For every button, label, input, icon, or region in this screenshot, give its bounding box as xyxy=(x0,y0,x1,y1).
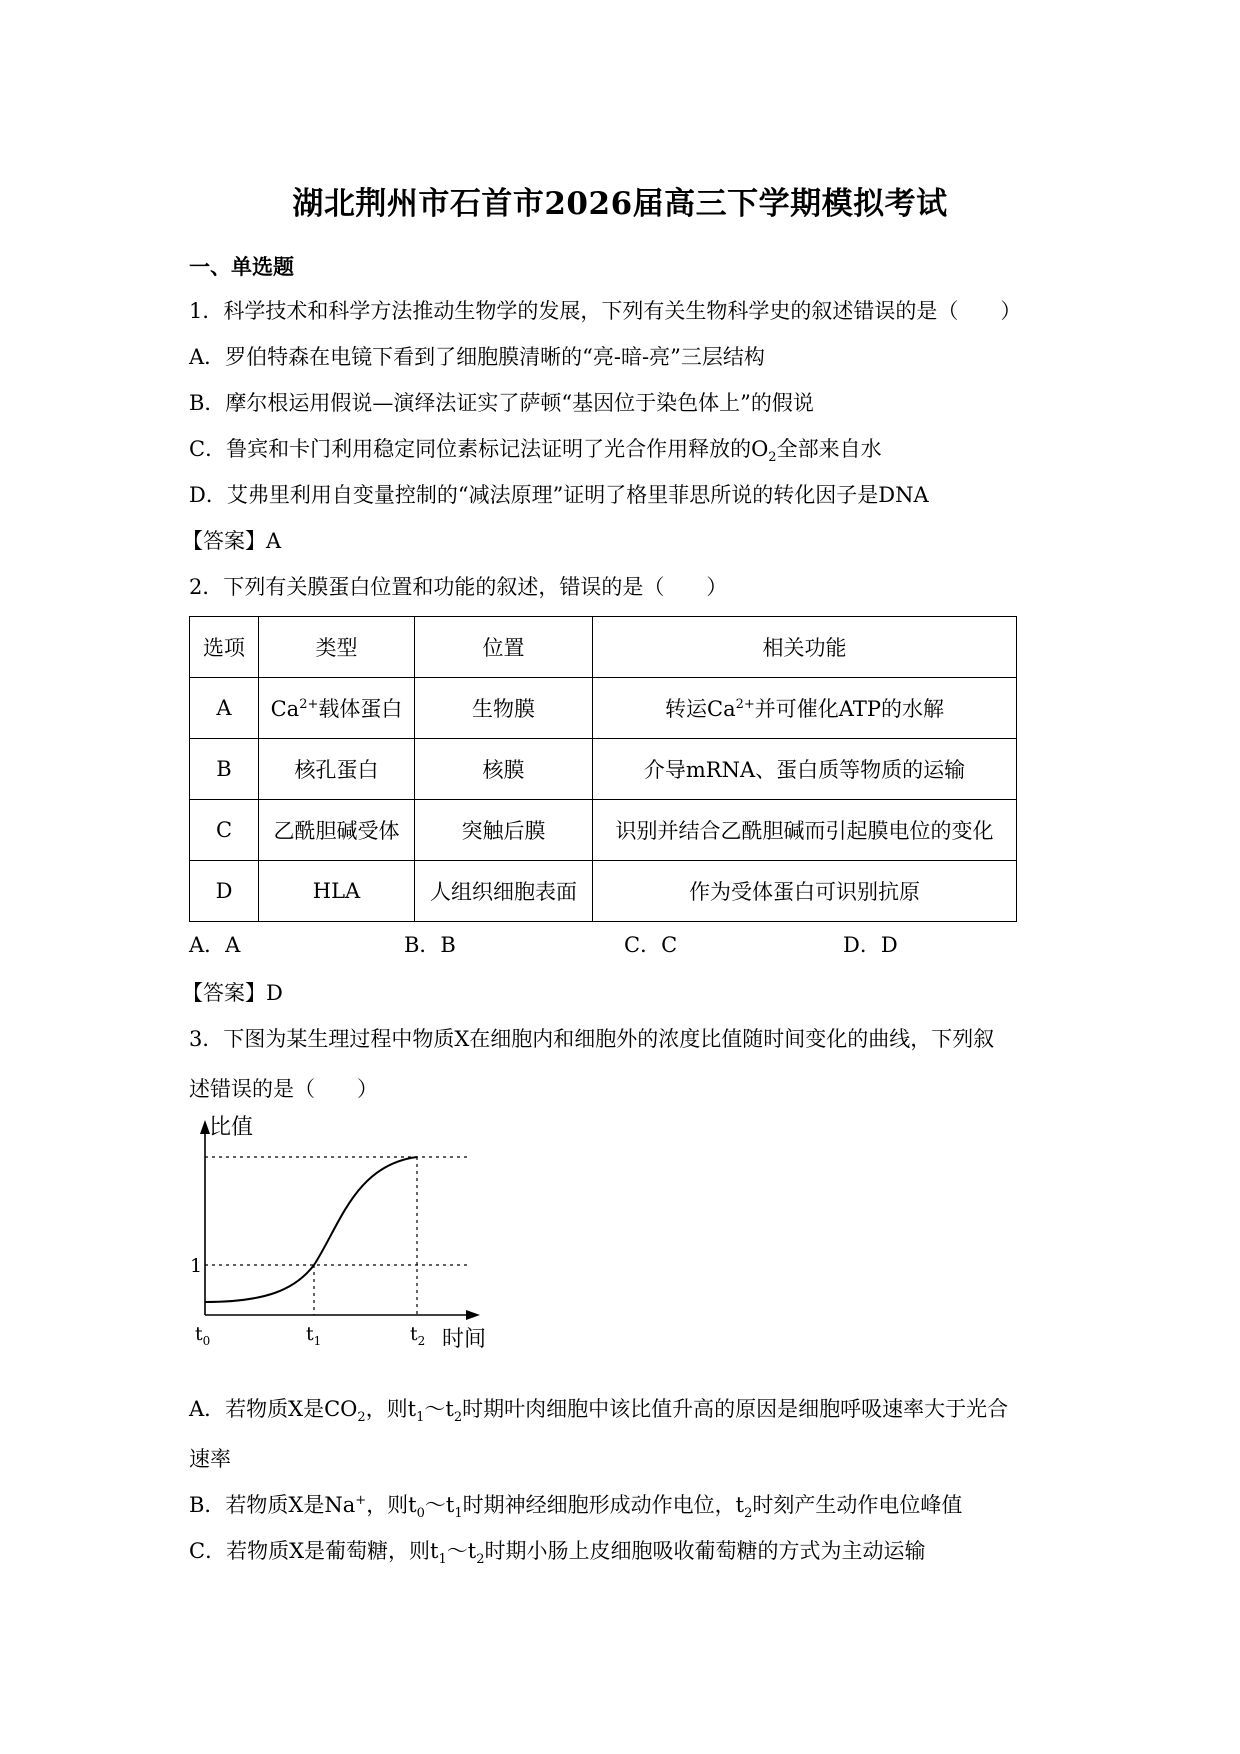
x-tick-t2: $t_2$ xyxy=(410,1323,426,1348)
q1-stem: 1．科学技术和科学方法推动生物学的发展，下列有关生物科学史的叙述错误的是（ ） xyxy=(189,299,1022,323)
page-title: 湖北荆州市石首市2026届高三下学期模拟考试 xyxy=(292,186,948,222)
q2-option-b: B．B xyxy=(404,933,456,957)
y-axis-label: 比值 xyxy=(209,1115,254,1140)
header-type: 类型 xyxy=(259,617,415,678)
q2-option-a: A．A xyxy=(189,933,241,957)
q3-option-c: C．若物质X是葡萄糖，则$t_1\sim t_2$时期小肠上皮细胞吸收葡萄糖的方式为主动运输 xyxy=(189,1539,926,1568)
q1-answer: 【答案】A xyxy=(182,529,282,553)
row-c-position: 突触后膜 xyxy=(415,800,593,861)
q1-option-d: D．艾弗里利用自变量控制的“减法原理”证明了格里菲思所说的转化因子是DNA xyxy=(189,483,929,507)
table-row xyxy=(190,800,1017,861)
header-option: 选项 xyxy=(190,617,259,678)
row-c-option: C xyxy=(190,800,259,861)
row-b-option: B xyxy=(190,739,259,800)
q3-stem-line1: 3．下图为某生理过程中物质X在细胞内和细胞外的浓度比值随时间变化的曲线，下列叙 xyxy=(189,1027,995,1051)
y-tick-one: 1 xyxy=(190,1255,203,1277)
table-row xyxy=(190,678,1017,739)
q1-option-c xyxy=(189,434,882,464)
row-d-option: D xyxy=(190,861,259,922)
row-d-position: 人组织细胞表面 xyxy=(415,861,593,922)
header-position: 位置 xyxy=(415,617,593,678)
table-header-row xyxy=(190,617,1017,678)
q3-stem-line2: 述错误的是（ ） xyxy=(189,1077,378,1101)
x-axis-label: 时间 xyxy=(442,1327,487,1350)
row-d-function: 作为受体蛋白可识别抗原 xyxy=(593,861,1017,922)
q1-c-subscript: 2 xyxy=(768,450,777,466)
row-a-position: 生物膜 xyxy=(415,678,593,739)
q2-table xyxy=(189,616,1017,922)
row-b-function: 介导mRNA、蛋白质等物质的运输 xyxy=(593,739,1017,800)
row-a-option: A xyxy=(190,678,259,739)
row-c-type: 乙酰胆碱受体 xyxy=(259,800,415,861)
q1-c-text-end: 全部来自水 xyxy=(776,437,882,461)
q1-option-b: B．摩尔根运用假说—演绎法证实了萨顿“基因位于染色体上”的假说 xyxy=(189,391,814,415)
row-b-type: 核孔蛋白 xyxy=(259,739,415,800)
q2-stem: 2．下列有关膜蛋白位置和功能的叙述，错误的是（ ） xyxy=(189,575,728,599)
section-heading: 一、单选题 xyxy=(189,254,294,279)
q3-option-a-line2: 速率 xyxy=(189,1447,231,1471)
row-d-type: HLA xyxy=(259,861,415,922)
row-a-type: $Ca^{2+}$载体蛋白 xyxy=(259,678,415,739)
header-function: 相关功能 xyxy=(593,617,1017,678)
q1-option-a: A．罗伯特森在电镜下看到了细胞膜清晰的“亮-暗-亮”三层结构 xyxy=(189,345,765,369)
x-axis-arrow xyxy=(466,1310,480,1320)
x-tick-t0: $t_0$ xyxy=(195,1323,211,1348)
row-a-function: 转运$Ca^{2+}$并可催化ATP的水解 xyxy=(593,678,1017,739)
q1-c-text: C．鲁宾和卡门利用稳定同位素标记法证明了光合作用释放的O xyxy=(189,437,769,461)
table-row xyxy=(190,739,1017,800)
q3-option-b: B．若物质X是Na+，则$t_0\sim t_1$时期神经细胞形成动作电位，$t_2$时刻产生动作电位峰值 xyxy=(189,1493,963,1522)
q3-graph xyxy=(190,1110,510,1350)
q2-option-d: D．D xyxy=(843,933,898,957)
ratio-curve xyxy=(205,1157,417,1302)
q2-answer: 【答案】D xyxy=(182,981,283,1005)
q2-option-c: C．C xyxy=(624,933,678,957)
q3-option-a-line1: A．若物质X是$CO_2$，则$t_1\sim t_2$时期叶肉细胞中该比值升高的原因是细胞呼吸速率大于光合 xyxy=(189,1397,1009,1426)
row-b-position: 核膜 xyxy=(415,739,593,800)
table-row xyxy=(190,861,1017,922)
x-tick-t1: $t_1$ xyxy=(306,1323,322,1348)
row-c-function: 识别并结合乙酰胆碱而引起膜电位的变化 xyxy=(593,800,1017,861)
